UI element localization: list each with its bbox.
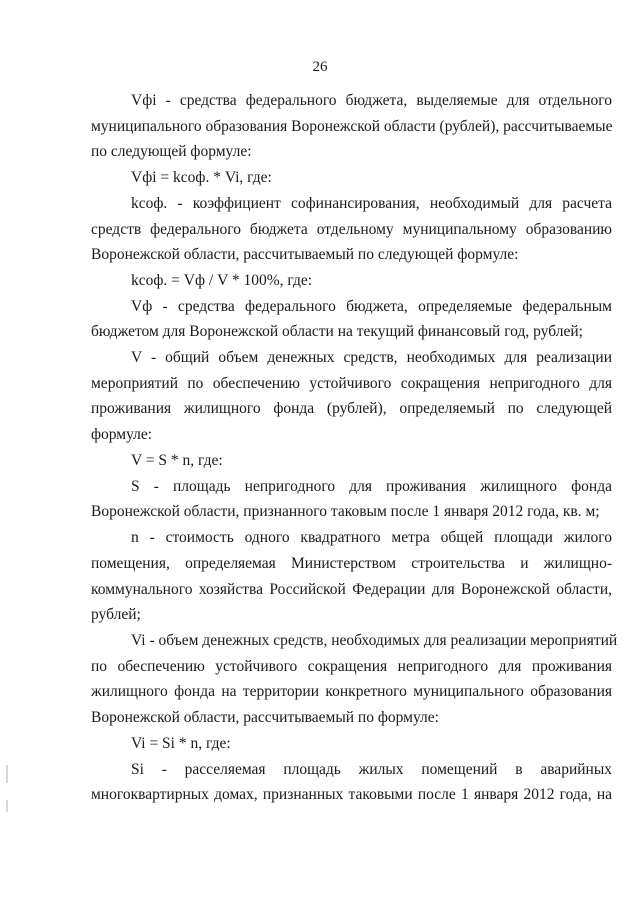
text-line: Vфi - средства федерального бюджета, выделяемые для отдельного [131,92,612,109]
text-line: Vi - объем денежных средств, необходимых для реализации мероприятий [131,632,618,649]
formula-line: V = S * n, где: [131,452,223,469]
text-line: коммунального хозяйства Российской Федерации для Воронежской области, [91,581,612,598]
formula-line: Vфi = kсоф. * Vi, где: [131,169,272,186]
text-line: Воронежской области, рассчитываемый по следующей формуле: [91,246,519,263]
page-number: 26 [312,59,328,75]
text-line: мероприятий по обеспечению устойчивого сокращения непригодного для [91,375,612,392]
text-line: V - общий объем денежных средств, необходимых для реализации [131,349,612,366]
text-line: kсоф. - коэффициент софинансирования, необходимый для расчета [131,195,612,212]
text-line: Воронежской области, рассчитываемый по формуле: [91,709,439,726]
text-line: Vф - средства федерального бюджета, определяемые федеральным [131,298,612,315]
formula-line: Vi = Si * n, где: [131,735,231,752]
text-line: по следующей формуле: [91,143,252,160]
text-line: n - стоимость одного квадратного метра общей площади жилого [131,529,612,546]
scan-edge-mark [6,800,8,812]
text-line: многоквартирных домах, признанных таковыми после 1 января 2012 года, на [91,786,612,803]
scan-edge-mark [6,765,8,783]
formula-line: kсоф. = Vф / V * 100%, где: [131,272,313,289]
text-line: муниципального образования Воронежской области (рублей), рассчитываемые [91,118,613,135]
text-line: Воронежской области, признанного таковым после 1 января 2012 года, кв. м; [91,503,600,520]
text-line: Si - расселяемая площадь жилых помещений в аварийных [131,761,612,778]
text-line: формуле: [91,426,153,443]
text-line: S - площадь непригодного для проживания жилищного фонда [131,478,612,495]
text-line: проживания жилищного фонда (рублей), определяемый по следующей [91,400,612,417]
text-line: бюджетом для Воронежской области на текущий финансовый год, рублей; [91,323,583,340]
text-line: помещения, определяемая Министерством строительства и жилищно- [91,555,612,572]
text-line: жилищного фонда на территории конкретного муниципального образования [91,683,612,700]
text-line: средств федерального бюджета отдельному муниципальному образованию [91,221,612,238]
text-line: по обеспечению устойчивого сокращения непригодного для проживания [91,658,612,675]
text-line: рублей; [91,606,141,623]
